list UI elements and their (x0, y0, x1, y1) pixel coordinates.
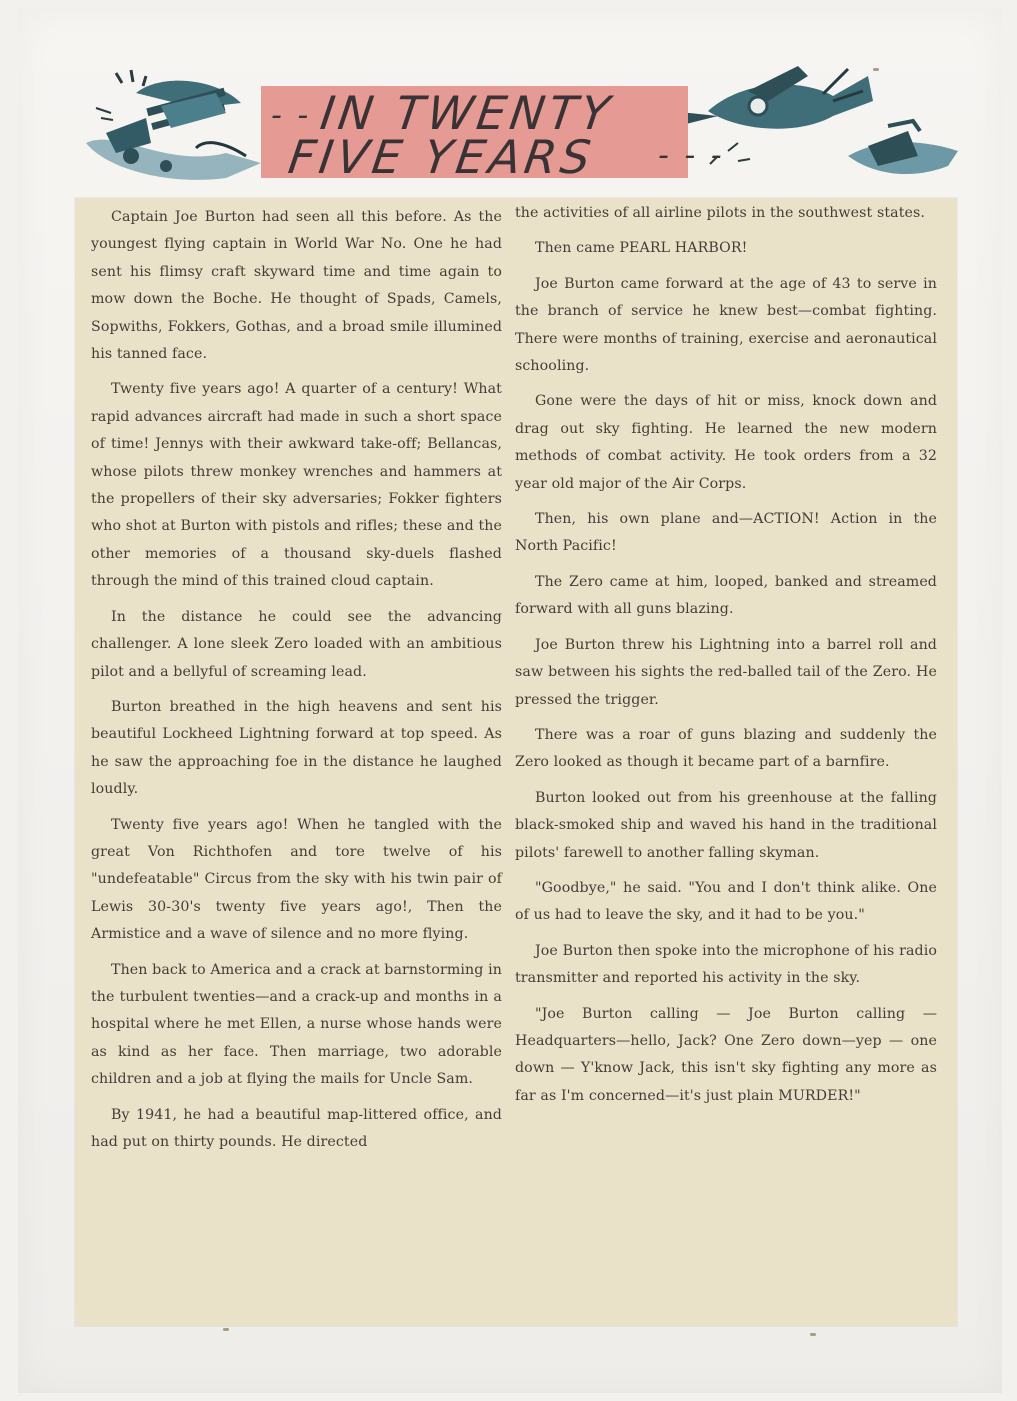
article-column-right (515, 200, 937, 1118)
paragraph: Twenty five years ago! When he tangled with the great Von Richthofen and tore twelve of his "undefeatable" Circus from the sky with his twin pair of Lewis 30-30's twenty five years ago!, Then the Armistice and a wave of silence and no more flying. (91, 816, 502, 943)
article-body (75, 198, 957, 1326)
paragraph: By 1941, he had a beautiful map-littered office, and had put on thirty pounds. He directed (91, 1106, 502, 1150)
paragraph-continuation: the activities of all airline pilots in the southwest states. (515, 205, 925, 221)
paragraph: Then, his own plane and—ACTION! Action in the North Pacific! (515, 511, 937, 555)
paragraph: Twenty five years ago! A quarter of a century! What rapid advances aircraft had made in such a short space of time! Jennys with their awkward take-off; Bellancas, whose pilots threw monkey wrenches and hammers at the propellers of their sky adversaries; Fokker fighters who shot at Burton with pistols and rifles; these and the other memories of a thousand sky-duels flashed through the mind of this trained cloud captain. (91, 381, 502, 590)
paragraph: Then back to America and a crack at barnstorming in the turbulent twenties—and a crack-up and months in a hospital where he met Ellen, a nurse whose hands were as kind as her face. Then marriage, two adorable children and a job at flying the mails for Uncle Sam. (91, 961, 502, 1088)
title-banner (261, 86, 688, 184)
paper-speck (873, 68, 879, 71)
paragraph: Burton breathed in the high heavens and sent his beautiful Lockheed Lightning forward at top speed. As he saw the approaching foe in the distance he laughed loudly. (91, 698, 502, 798)
title-line-1: IN TWENTY (317, 86, 617, 140)
paragraph: Captain Joe Burton had seen all this before. As the youngest flying captain in World War No. One he had sent his flimsy craft skyward time and time again to mow down the Boche. He thought of Spads, Camels, Sopwiths, Fokkers, Gothas, and a broad smile illumined his tanned face. (91, 209, 502, 363)
paragraph: Joe Burton then spoke into the microphone of his radio transmitter and reported his activity in the sky. (515, 942, 937, 987)
paper-speck (810, 1333, 816, 1336)
paragraph: The Zero came at him, looped, banked and streamed forward with all guns blazing. (515, 573, 937, 618)
paragraph: Joe Burton came forward at the age of 43 to serve in the branch of service he knew best—combat fighting. There were months of training, exercise and aeronautical schooling. (515, 275, 937, 375)
article-column-left (91, 204, 502, 1164)
paragraph: Then came PEARL HARBOR! (535, 240, 748, 257)
biplane-dogfight-icon (76, 48, 266, 188)
paragraph: Burton looked out from his greenhouse at the falling black-smoked ship and waved his hand in the traditional pilots' farewell to another falling skyman. (515, 789, 937, 861)
title-dashes-left: - - (271, 98, 312, 133)
title-dashes-right: - - - (658, 138, 725, 173)
page (18, 8, 1002, 1393)
paragraph: In the distance he could see the advancing challenger. A lone sleek Zero loaded with an ambitious pilot and a bellyful of screaming lead. (91, 608, 502, 680)
paragraph: Joe Burton threw his Lightning into a barrel roll and saw between his sights the red-balled tail of the Zero. He pressed the trigger. (515, 636, 937, 708)
paragraph: There was a roar of guns blazing and suddenly the Zero looked as though it became part of a barnfire. (515, 726, 937, 771)
paragraph: "Joe Burton calling — Joe Burton calling — Headquarters—hello, Jack? One Zero down—yep — one down — Y'know Jack, this isn't sky fighting any more as far as I'm concerned—it's just plain MURDER!" (515, 1005, 937, 1104)
title-line-2: FIVE YEARS (285, 130, 598, 184)
paragraph: "Goodbye," he said. "You and I don't think alike. One of us had to leave the sky, and it had to be you." (515, 879, 937, 924)
paragraph: Gone were the days of hit or miss, knock down and drag out sky fighting. He learned the new modern methods of combat activity. He took orders from a 32 year old major of the Air Corps. (515, 393, 937, 492)
paper-speck (223, 1328, 229, 1331)
